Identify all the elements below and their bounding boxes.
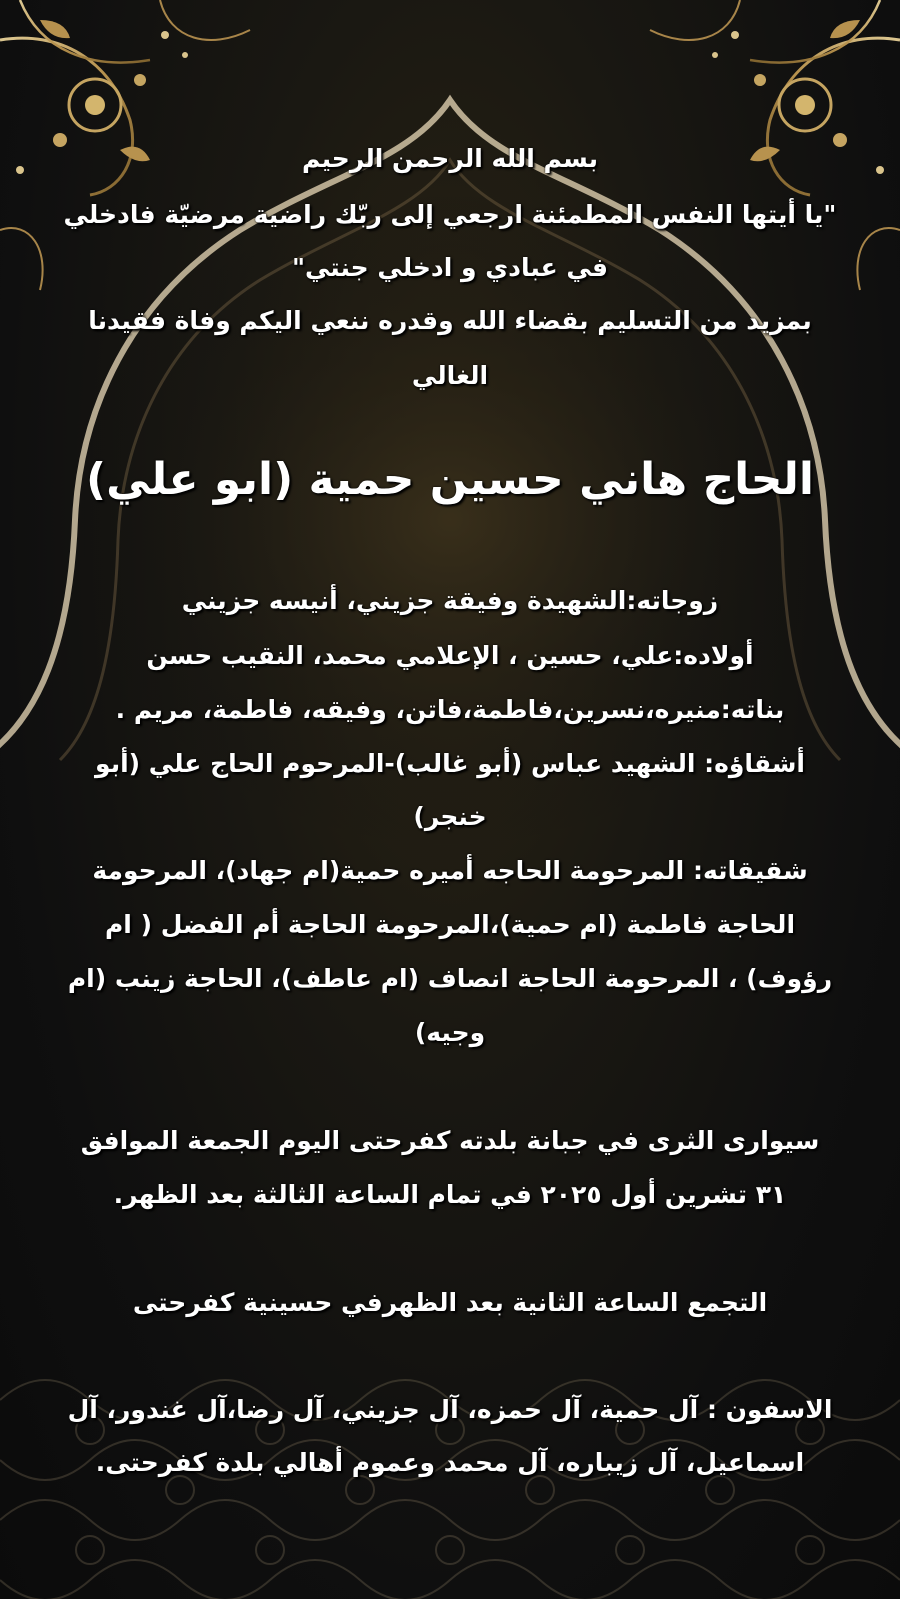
wives-line: زوجاته:الشهيدة وفيقة جزيني، أنيسه جزيني bbox=[181, 586, 719, 615]
obituary-text bbox=[40, 0, 860, 1599]
sisters-line-1: شقيقاته: المرحومة الحاجه أميره حمية(ام جهاد)، المرحومة bbox=[92, 856, 808, 885]
daughters-line: بناته:منيره،نسرين،فاطمة،فاتن، وفيقه، فاطمة، مريم . bbox=[115, 695, 785, 724]
brothers-line-2: خنجر) bbox=[413, 802, 487, 831]
sisters-line-2: الحاجة فاطمة (ام حمية)،المرحومة الحاجة أم الفضل ( ام bbox=[104, 910, 796, 939]
verse-line-2: في عبادي و ادخلي جنتي" bbox=[291, 253, 609, 282]
mourners-line-1: الاسفون : آل حمية، آل حمزه، آل جزيني، آل رضا،آل غندور، آل bbox=[67, 1395, 833, 1424]
burial-line-1: سيوارى الثرى في جبانة بلدته كفرحتى اليوم الجمعة الموافق bbox=[80, 1126, 820, 1155]
deceased-name: الحاج هاني حسين حمية (ابو علي) bbox=[85, 454, 815, 505]
sisters-line-4: وجيه) bbox=[414, 1018, 486, 1047]
gathering-line: التجمع الساعة الثانية بعد الظهرفي حسينية كفرحتى bbox=[132, 1288, 768, 1317]
mourners-line-2: اسماعيل، آل زيباره، آل محمد وعموم أهالي بلدة كفرحتى. bbox=[95, 1448, 805, 1477]
sisters-line-3: رؤوف) ، المرحومة الحاجة انصاف (ام عاطف)، الحاجة زينب (ام bbox=[67, 964, 833, 993]
verse-line-1: "يا أيتها النفس المطمئنة ارجعي إلى ربّك راضية مرضيّة فادخلي bbox=[63, 200, 837, 229]
sons-line: أولاده:علي، حسين ، الإعلامي محمد، النقيب حسن bbox=[146, 641, 754, 670]
burial-line-2: ٣١ تشرين أول ٢٠٢٥ في تمام الساعة الثالثة بعد الظهر. bbox=[113, 1180, 787, 1209]
basmala: بسم الله الرحمن الرحيم bbox=[302, 144, 598, 173]
announcement-line-2: الغالي bbox=[411, 361, 489, 390]
announcement-line-1: بمزيد من التسليم بقضاء الله وقدره ننعي اليكم وفاة فقيدنا bbox=[88, 306, 812, 335]
brothers-line-1: أشقاؤه: الشهيد عباس (أبو غالب)-المرحوم الحاج علي (أبو bbox=[95, 749, 805, 778]
